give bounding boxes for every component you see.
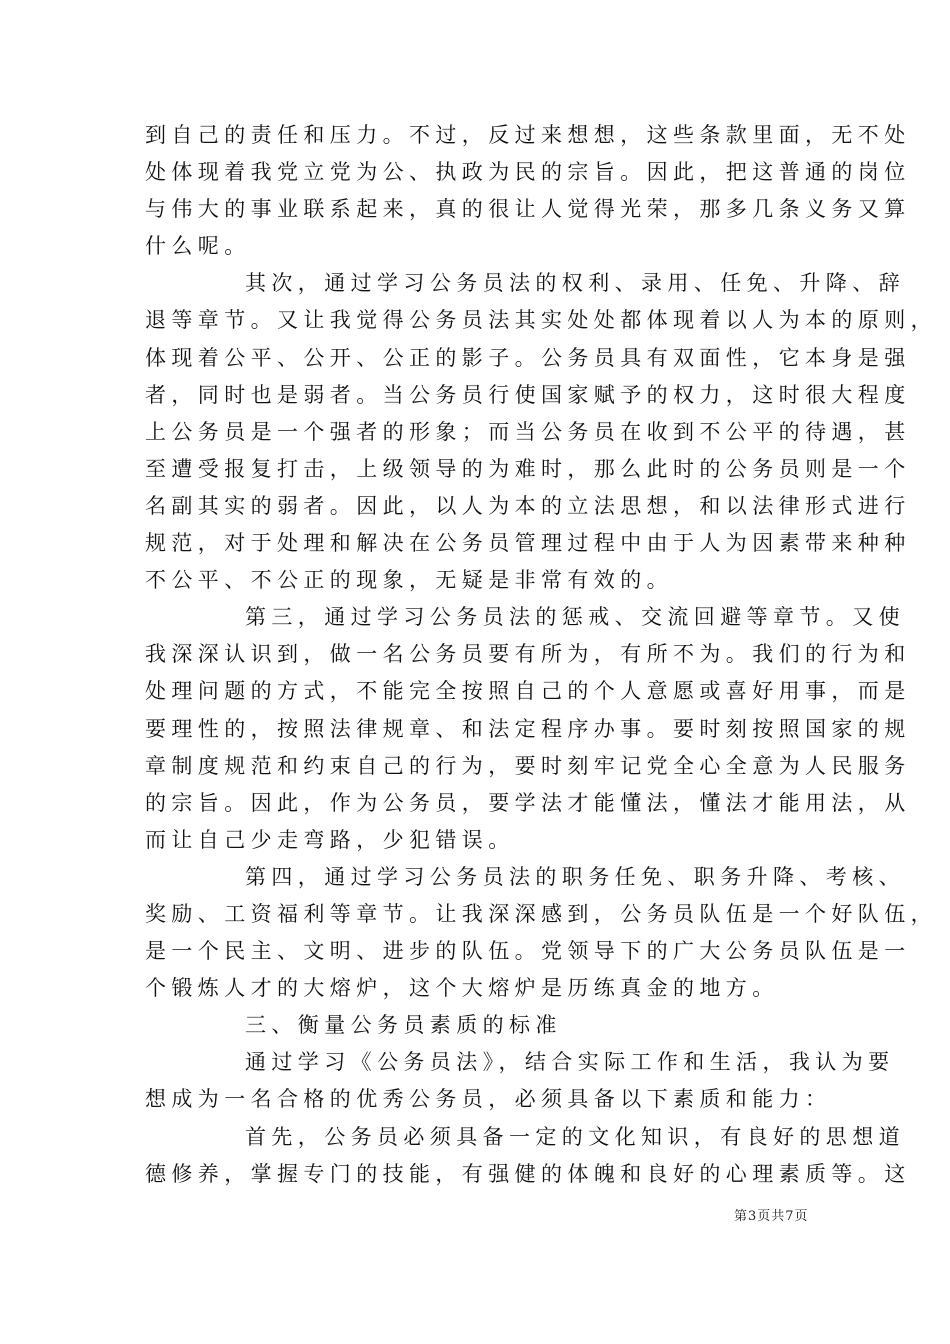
text-line: 至遭受报复打击，上级领导的为难时，那么此时的公务员则是一个 bbox=[145, 456, 911, 481]
text-line: 退等章节。又让我觉得公务员法其实处处都体现着以人为本的原则， bbox=[145, 308, 937, 333]
text-line: 体现着公平、公开、公正的影子。公务员具有双面性，它本身是强 bbox=[145, 345, 911, 370]
text-line: 到自己的责任和压力。不过，反过来想想，这些条款里面，无不处 bbox=[145, 123, 911, 147]
text-line: 想成为一名合格的优秀公务员，必须具备以下素质和能力： bbox=[145, 1087, 832, 1112]
text-line: 是一个民主、文明、进步的队伍。党领导下的广大公务员队伍是一 bbox=[145, 939, 911, 964]
text-line: 三、衡量公务员素质的标准 bbox=[245, 1013, 562, 1038]
text-line: 我深深认识到，做一名公务员要有所为，有所不为。我们的行为和 bbox=[145, 642, 911, 667]
text-line: 名副其实的弱者。因此，以人为本的立法思想，和以法律形式进行 bbox=[145, 493, 911, 518]
text-line: 其次，通过学习公务员法的权利、录用、任免、升降、辞 bbox=[245, 271, 905, 296]
text-line: 章制度规范和约束自己的行为，要时刻牢记党全心全意为人民服务 bbox=[145, 753, 911, 778]
text-line: 规范，对于处理和解决在公务员管理过程中由于人为因素带来种种 bbox=[145, 531, 911, 556]
text-line: 处体现着我党立党为公、执政为民的宗旨。因此，把这普通的岗位 bbox=[145, 160, 911, 185]
text-line: 通过学习《公务员法》，结合实际工作和生活，我认为要 bbox=[245, 1050, 895, 1075]
text-line: 者，同时也是弱者。当公务员行使国家赋予的权力，这时很大程度 bbox=[145, 382, 911, 407]
text-line: 与伟大的事业联系起来，真的很让人觉得光荣，那多几条义务又算 bbox=[145, 197, 911, 222]
text-line: 的宗旨。因此，作为公务员，要学法才能懂法，懂法才能用法，从 bbox=[145, 790, 911, 815]
page-number: 第3页共7页 bbox=[734, 1209, 809, 1224]
text-line: 什么呢。 bbox=[145, 234, 251, 259]
document-body bbox=[145, 117, 937, 1193]
text-line: 个锻炼人才的大熔炉，这个大熔炉是历练真金的地方。 bbox=[145, 976, 779, 1001]
text-line: 而让自己少走弯路，少犯错误。 bbox=[145, 827, 515, 852]
text-line: 首先，公务员必须具备一定的文化知识，有良好的思想道 bbox=[245, 1124, 905, 1149]
text-line: 处理问题的方式，不能完全按照自己的个人意愿或喜好用事，而是 bbox=[145, 679, 911, 704]
text-line: 第三，通过学习公务员法的惩戒、交流回避等章节。又使 bbox=[245, 605, 905, 630]
text-line: 第四，通过学习公务员法的职务任免、职务升降、考核、 bbox=[245, 864, 905, 889]
text-line: 上公务员是一个强者的形象；而当公务员在收到不公平的待遇，甚 bbox=[145, 419, 911, 444]
text-line: 不公平、不公正的现象，无疑是非常有效的。 bbox=[145, 568, 673, 593]
text-line: 要理性的，按照法律规章、和法定程序办事。要时刻按照国家的规 bbox=[145, 716, 911, 741]
text-line: 奖励、工资福利等章节。让我深深感到，公务员队伍是一个好队伍， bbox=[145, 901, 937, 926]
text-line: 德修养，掌握专门的技能，有强健的体魄和良好的心理素质等。这 bbox=[145, 1161, 911, 1186]
